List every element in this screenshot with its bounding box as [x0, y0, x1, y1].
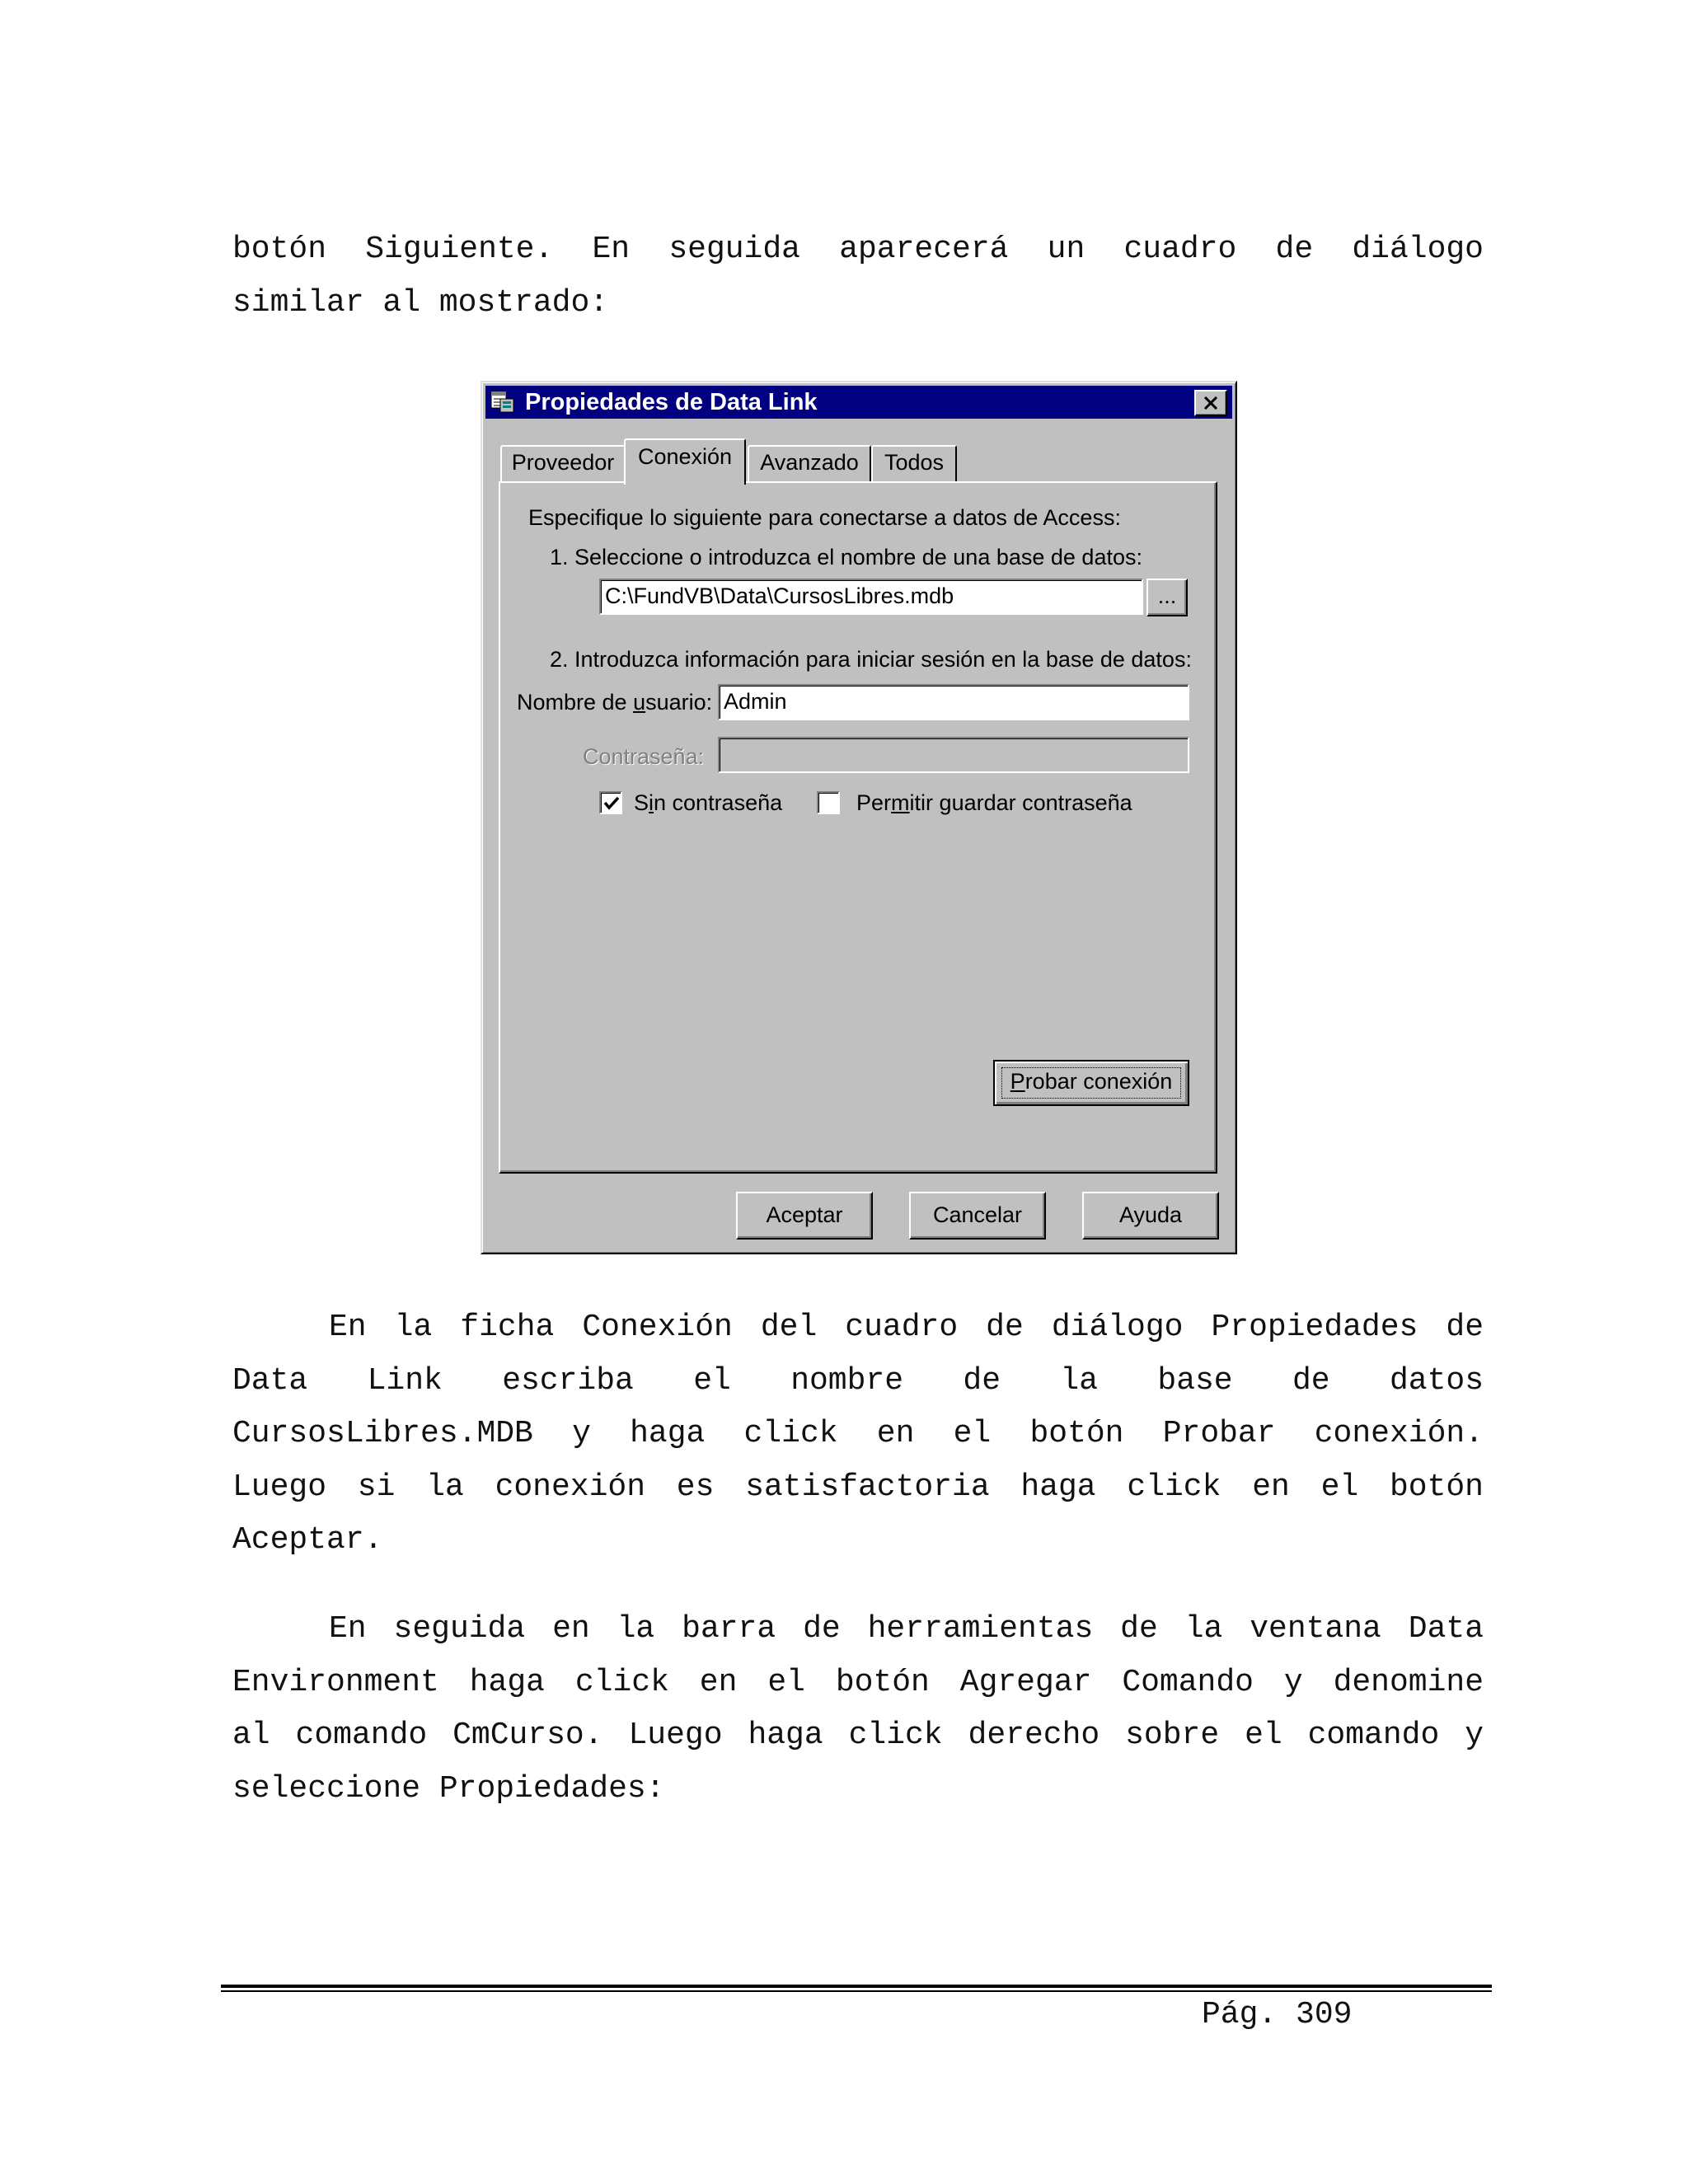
paragraph-2-line: CursosLibres.MDB y haga click en el botón Probar conexión.: [232, 1416, 1484, 1451]
step1-label: 1. Seleccione o introduzca el nombre de una base de datos:: [550, 545, 1142, 569]
paragraph-2-line: Aceptar.: [232, 1522, 383, 1558]
intro-paragraph: [232, 223, 1484, 330]
close-button[interactable]: [1194, 390, 1227, 416]
tab-todos[interactable]: Todos: [871, 445, 957, 481]
conexion-tab-panel: [499, 481, 1217, 1174]
checkmark-icon: [603, 794, 621, 813]
test-connection-button[interactable]: [993, 1060, 1189, 1106]
dialog-titlebar[interactable]: [485, 386, 1232, 419]
paragraph-3-line: En seguida en la barra de herramientas de la ventana Data: [329, 1611, 1484, 1647]
data-link-icon: [490, 391, 515, 414]
browse-button[interactable]: ...: [1146, 579, 1188, 616]
no-password-checkbox[interactable]: [599, 791, 622, 814]
password-input[interactable]: [718, 737, 1189, 773]
paragraph-3-line: seleccione Propiedades:: [232, 1770, 665, 1807]
paragraph-2-line: Data Link escriba el nombre de la base de datos: [232, 1362, 1484, 1399]
page-number: Pág. 309: [1202, 1997, 1353, 2032]
no-password-label: Sin contraseña: [634, 790, 783, 815]
tab-proveedor[interactable]: Proveedor: [500, 445, 626, 481]
footer-rule-thin: [221, 1990, 1492, 1992]
cancel-button[interactable]: Cancelar: [909, 1192, 1046, 1240]
test-connection-label: Probar conexión: [1010, 1069, 1173, 1094]
close-icon: [1203, 396, 1218, 410]
ok-button[interactable]: Aceptar: [736, 1192, 873, 1240]
tab-conexion[interactable]: Conexión: [624, 438, 746, 485]
username-input[interactable]: Admin: [718, 684, 1189, 720]
password-label: Contraseña:: [583, 744, 705, 769]
paragraph-3: [232, 1603, 1484, 1816]
save-password-checkbox[interactable]: [817, 791, 840, 814]
username-label: Nombre de usuario:: [517, 690, 713, 715]
paragraph-3-line: Environment haga click en el botón Agregar Comando y denomine: [232, 1664, 1484, 1700]
database-path-input[interactable]: C:\FundVB\Data\CursosLibres.mdb: [599, 579, 1143, 615]
paragraph-2-line: En la ficha Conexión del cuadro de diálogo Propiedades de: [329, 1310, 1484, 1345]
instructions-label: Especifique lo siguiente para conectarse a datos de Access:: [528, 505, 1121, 530]
tab-avanzado[interactable]: Avanzado: [748, 445, 871, 481]
intro-line-1: botón Siguiente. En seguida aparecerá un cuadro de diálogo: [232, 232, 1484, 267]
focus-ring: [1001, 1067, 1181, 1099]
data-link-properties-dialog: [481, 381, 1237, 1254]
help-button[interactable]: Ayuda: [1082, 1192, 1219, 1240]
footer-rule-thick: [221, 1985, 1492, 1988]
paragraph-2-line: Luego si la conexión es satisfactoria haga click en el botón: [232, 1469, 1484, 1505]
dialog-title: Propiedades de Data Link: [525, 389, 818, 415]
save-password-label: Permitir guardar contraseña: [856, 790, 1132, 815]
paragraph-3-line: al comando CmCurso. Luego haga click derecho sobre el comando y: [232, 1718, 1484, 1753]
intro-line-2: similar al mostrado:: [232, 284, 609, 321]
paragraph-2: [232, 1301, 1484, 1568]
step2-label: 2. Introduzca información para iniciar sesión en la base de datos:: [550, 647, 1192, 672]
